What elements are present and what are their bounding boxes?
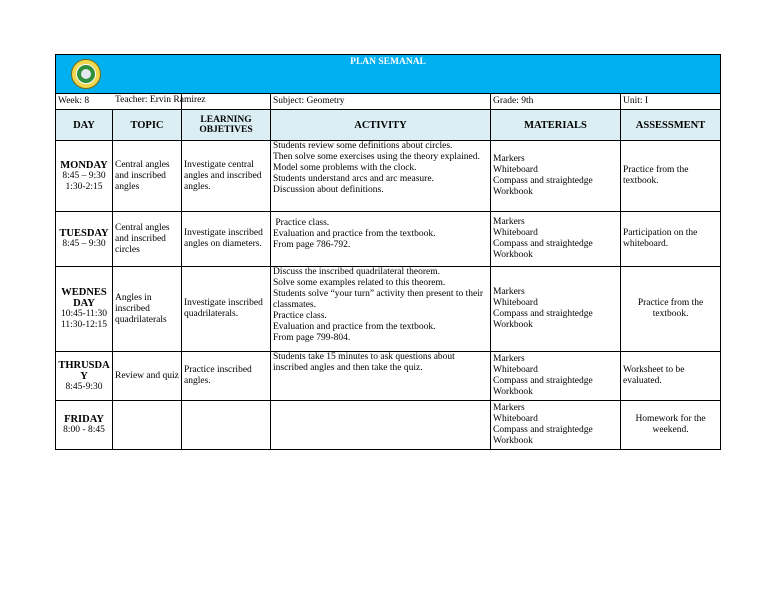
header-activity: ACTIVITY bbox=[271, 110, 491, 141]
day-time: 11:30-12:15 bbox=[60, 320, 108, 330]
objectives-cell: Investigate inscribed quadrilaterals. bbox=[182, 267, 271, 352]
title-row bbox=[56, 55, 721, 94]
material-item: Whiteboard bbox=[493, 165, 538, 175]
week-cell bbox=[56, 94, 206, 110]
material-item: Whiteboard bbox=[493, 228, 538, 238]
material-item: Whiteboard bbox=[493, 414, 538, 424]
material-item: Compass and straightedge bbox=[493, 376, 593, 386]
materials-cell bbox=[491, 212, 621, 267]
activity-line: Practice class. bbox=[273, 311, 327, 321]
plan-title: PLAN SEMANAL bbox=[350, 57, 426, 67]
header-topic: TOPIC bbox=[113, 110, 182, 141]
material-item: Markers bbox=[493, 354, 525, 364]
activity-line: Discuss the inscribed quadrilateral theorem. bbox=[273, 267, 440, 277]
assessment-cell: Participation on the whiteboard. bbox=[621, 212, 721, 267]
material-item: Markers bbox=[493, 154, 525, 164]
grade-cell bbox=[491, 94, 621, 110]
topic-cell bbox=[113, 401, 182, 450]
material-item: Workbook bbox=[493, 320, 533, 330]
subject-cell bbox=[271, 94, 491, 110]
day-time: 8:45-9:30 bbox=[65, 381, 103, 392]
subject-label: Subject: Geometry bbox=[273, 96, 345, 106]
table-row bbox=[56, 141, 721, 212]
assessment-cell: Practice from the textbook. bbox=[621, 141, 721, 212]
topic-cell: Review and quiz bbox=[113, 352, 182, 401]
table-row bbox=[56, 401, 721, 450]
activity-line: Students solve “your turn” activity then present to their classmates. bbox=[273, 289, 484, 310]
day-time: 10:45-11:30 bbox=[60, 309, 108, 319]
activity-cell bbox=[271, 212, 491, 267]
material-item: Whiteboard bbox=[493, 365, 538, 375]
day-cell bbox=[56, 267, 113, 352]
activity-line: Model some problems with the clock. bbox=[273, 163, 417, 173]
table-row bbox=[56, 352, 721, 401]
day-cell bbox=[56, 212, 113, 267]
header-objectives: LEARNING OBJETIVES bbox=[182, 110, 271, 141]
materials-cell bbox=[491, 141, 621, 212]
day-name: TUESDAY bbox=[59, 228, 109, 239]
assessment-cell: Homework for the weekend. bbox=[621, 401, 721, 450]
day-time: 1:30-2:15 bbox=[65, 181, 103, 192]
material-item: Whiteboard bbox=[493, 298, 538, 308]
day-name: MONDAY bbox=[60, 159, 108, 171]
material-item: Compass and straightedge bbox=[493, 176, 593, 186]
day-time: 8:45 – 9:30 bbox=[62, 239, 106, 249]
assessment-cell: Practice from the textbook. bbox=[621, 267, 721, 352]
activity-cell bbox=[271, 401, 491, 450]
materials-cell bbox=[491, 267, 621, 352]
activity-line: Students understand arcs and arc measure. bbox=[273, 174, 434, 184]
activity-cell bbox=[271, 267, 491, 352]
topic-cell: Central angles and inscribed circles bbox=[113, 212, 182, 267]
activity-line: Evaluation and practice from the textbook. bbox=[273, 322, 436, 332]
objectives-cell: Investigate inscribed angles on diameters. bbox=[182, 212, 271, 267]
material-item: Markers bbox=[493, 217, 525, 227]
day-cell bbox=[56, 141, 113, 212]
table-row bbox=[56, 267, 721, 352]
objectives-cell: Practice inscribed angles. bbox=[182, 352, 271, 401]
topic-cell: Angles in inscribed quadrilaterals bbox=[113, 267, 182, 352]
activity-cell bbox=[271, 141, 491, 212]
title-cell bbox=[56, 55, 721, 94]
week-label: Week: 8 bbox=[58, 96, 90, 106]
weekly-plan-table bbox=[55, 54, 721, 450]
materials-cell bbox=[491, 352, 621, 401]
day-cell bbox=[56, 401, 113, 450]
activity-line: From page 799-804. bbox=[273, 333, 351, 343]
day-name: FRIDAY bbox=[64, 414, 104, 425]
day-cell bbox=[56, 352, 113, 401]
header-day: DAY bbox=[56, 110, 113, 141]
objectives-cell bbox=[182, 401, 271, 450]
assessment-cell: Worksheet to be evaluated. bbox=[621, 352, 721, 401]
day-time: 8:45 – 9:30 bbox=[62, 170, 106, 181]
activity-line: Students review some definitions about circles. bbox=[273, 141, 453, 151]
material-item: Compass and straightedge bbox=[493, 309, 593, 319]
material-item: Workbook bbox=[493, 436, 533, 446]
teacher-label: Teacher: Ervin Ramirez bbox=[115, 95, 206, 105]
day-time: 8:00 - 8:45 bbox=[63, 425, 105, 435]
activity-cell bbox=[271, 352, 491, 401]
topic-cell: Central angles and inscribed angles bbox=[113, 141, 182, 212]
material-item: Markers bbox=[493, 403, 525, 413]
materials-cell bbox=[491, 401, 621, 450]
day-name: WEDNES DAY bbox=[61, 287, 107, 309]
table-row bbox=[56, 212, 721, 267]
unit-label: Unit: I bbox=[623, 96, 649, 106]
activity-line: Solve some examples related to this theorem. bbox=[273, 278, 446, 288]
activity-line: Students take 15 minutes to ask questions about inscribed angles and then take the quiz. bbox=[273, 352, 455, 373]
unit-cell bbox=[621, 94, 721, 110]
material-item: Compass and straightedge bbox=[493, 239, 593, 249]
meta-row bbox=[56, 94, 721, 110]
material-item: Workbook bbox=[493, 387, 533, 397]
activity-line: Practice class. bbox=[273, 218, 330, 228]
header-assessment: ASSESSMENT bbox=[621, 110, 721, 141]
material-item: Workbook bbox=[493, 250, 533, 260]
activity-line: Evaluation and practice from the textbook. bbox=[273, 229, 436, 239]
activity-line: From page 786-792. bbox=[273, 240, 351, 250]
material-item: Markers bbox=[493, 287, 525, 297]
activity-line: Discussion about definitions. bbox=[273, 185, 384, 195]
objectives-cell: Investigate central angles and inscribed angles. bbox=[182, 141, 271, 212]
material-item: Compass and straightedge bbox=[493, 425, 593, 435]
material-item: Workbook bbox=[493, 187, 533, 197]
activity-line: Then solve some exercises using the theory explained. bbox=[273, 152, 480, 162]
column-header-row bbox=[56, 110, 721, 141]
grade-label: Grade: 9th bbox=[493, 96, 534, 106]
day-name: THRUSDA Y bbox=[58, 359, 110, 382]
header-materials: MATERIALS bbox=[491, 110, 621, 141]
